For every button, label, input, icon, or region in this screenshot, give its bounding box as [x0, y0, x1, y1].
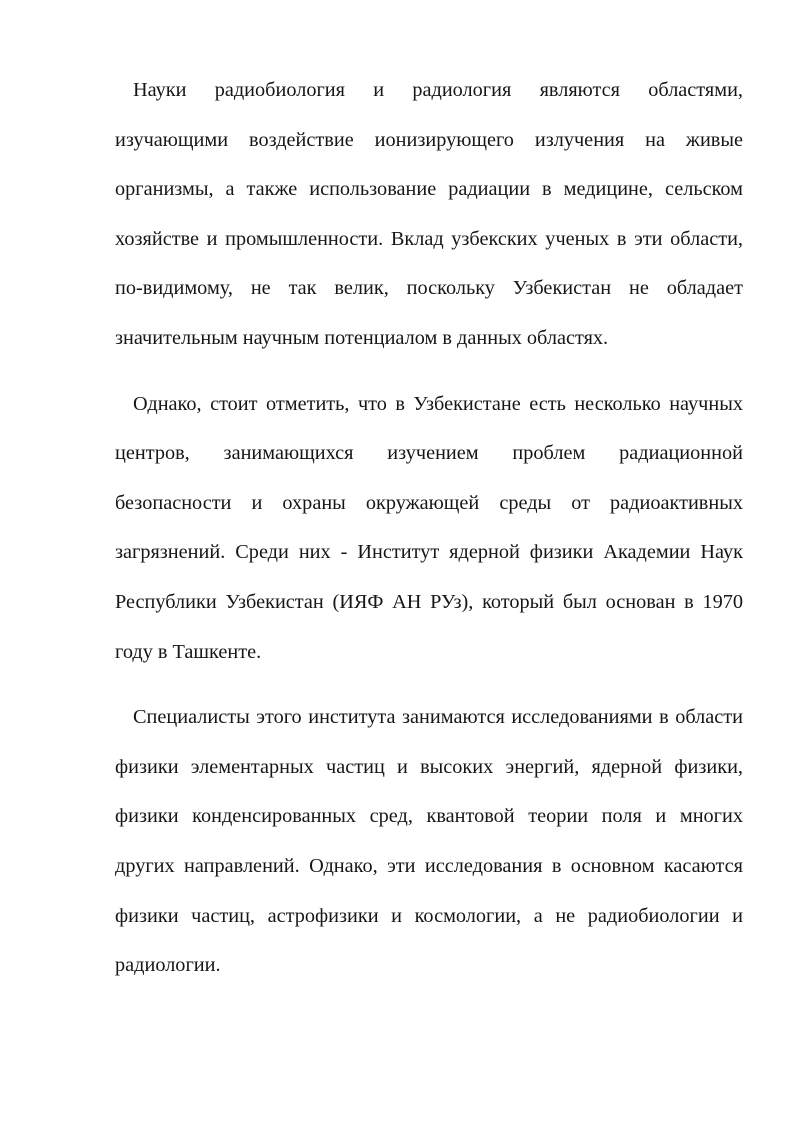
document-body [115, 66, 743, 991]
paragraph-2: Однако, стоит отметить, что в Узбекистане есть несколько научных центров, занимающихся изучением проблем радиационной безопасности и охраны окружающей среды от радиоактивных загрязнений. Среди них - Институт ядерной физики Академии Наук Республики Узбекистан (ИЯФ АН РУз), который был основан в 1970 году в Ташкенте. [115, 392, 743, 663]
paragraph-1: Науки радиобиология и радиология являются областями, изучающими воздействие ионизирующего излучения на живые организмы, а также использование радиации в медицине, сельском хозяйстве и промышленности. Вклад узбекских ученых в эти области, по-видимому, не так велик, поскольку Узбекистан не обладает значительным научным потенциалом в данных областях. [115, 79, 743, 349]
paragraph-3: Специалисты этого института занимаются исследованиями в области физики элементарных частиц и высоких энергий, ядерной физики, физики конденсированных сред, квантовой теории поля и многих других направлений. Однако, эти исследования в основном касаются физики частиц, астрофизики и космологии, а не радиобиологии и радиологии. [115, 706, 743, 977]
